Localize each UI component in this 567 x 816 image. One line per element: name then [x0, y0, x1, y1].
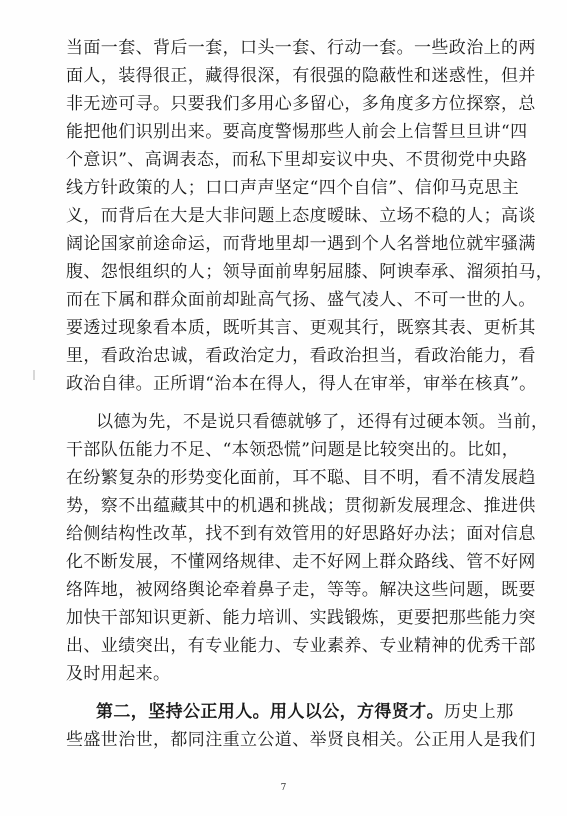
text-line: 腹、怨恨组织的人；领导面前卑躬屈膝、阿谀奉承、溜须拍马， — [66, 262, 554, 282]
section-heading: 第二，坚持公正用人。用人以公，方得贤才。 — [96, 702, 444, 722]
text-line: 化不断发展，不懂网络规律、走不好网上群众路线、管不好网 — [66, 552, 536, 572]
text-line: 些盛世治世，都同注重立公道、举贤良相关。公正用人是我们 — [66, 730, 536, 750]
text-line: 里，看政治忠诚，看政治定力，看政治担当，看政治能力，看 — [66, 346, 536, 366]
text-line: 非无迹可寻。只要我们多用心多留心，多角度多方位探察，总 — [66, 94, 536, 114]
text-line: 及时用起来。 — [66, 664, 171, 684]
scan-mark — [33, 370, 35, 380]
text-line: 线方针政策的人；口口声声坚定“四个自信”、信仰马克思主 — [66, 178, 520, 198]
page-number: 7 — [280, 783, 287, 793]
text-line: 在纷繁复杂的形势变化面前，耳不聪、目不明，看不清发展趋 — [66, 468, 536, 488]
text-line: 干部队伍能力不足、“本领恐慌”问题是比较突出的。比如， — [66, 440, 520, 460]
text-line: 当面一套、背后一套，口头一套、行动一套。一些政治上的两 — [66, 38, 536, 58]
text-line: 阔论国家前途命运，而背地里却一遇到个人名誉地位就牢骚满 — [66, 234, 536, 254]
text-line: 义，而背后在大是大非问题上态度暧昧、立场不稳的人；高谈 — [66, 206, 536, 226]
text-line: 能把他们识别出来。要高度警惕那些人前会上信誓旦旦讲“四 — [66, 122, 528, 142]
text-line: 以德为先，不是说只看德就够了，还得有过硬本领。当前， — [96, 412, 549, 432]
text-line: 给侧结构性改革，找不到有效管用的好思路好办法；面对信息 — [66, 524, 536, 544]
text-line: 络阵地，被网络舆论牵着鼻子走，等等。解决这些问题，既要 — [66, 580, 536, 600]
text-line: 而在下属和群众面前却趾高气扬、盛气凌人、不可一世的人。 — [66, 290, 536, 310]
text-line: 势，察不出蕴藏其中的机遇和挑战；贯彻新发展理念、推进供 — [66, 496, 536, 516]
text-line: 出、业绩突出，有专业能力、专业素养、专业精神的优秀干部 — [66, 636, 536, 656]
text-run: 历史上那 — [444, 702, 514, 722]
text-line — [96, 698, 514, 726]
text-line: 加快干部知识更新、能力培训、实践锻炼，更要把那些能力突 — [66, 608, 536, 628]
text-line: 个意识”、高调表态，而私下里却妄议中央、不贯彻党中央路 — [66, 150, 528, 170]
text-line: 要透过现象看本质，既听其言、更观其行，既察其表、更析其 — [66, 318, 536, 338]
text-line: 面人，装得很正，藏得很深，有很强的隐蔽性和迷惑性，但并 — [66, 66, 536, 86]
text-line: 政治自律。正所谓“治本在得人，得人在审举，审举在核真”。 — [66, 374, 537, 394]
